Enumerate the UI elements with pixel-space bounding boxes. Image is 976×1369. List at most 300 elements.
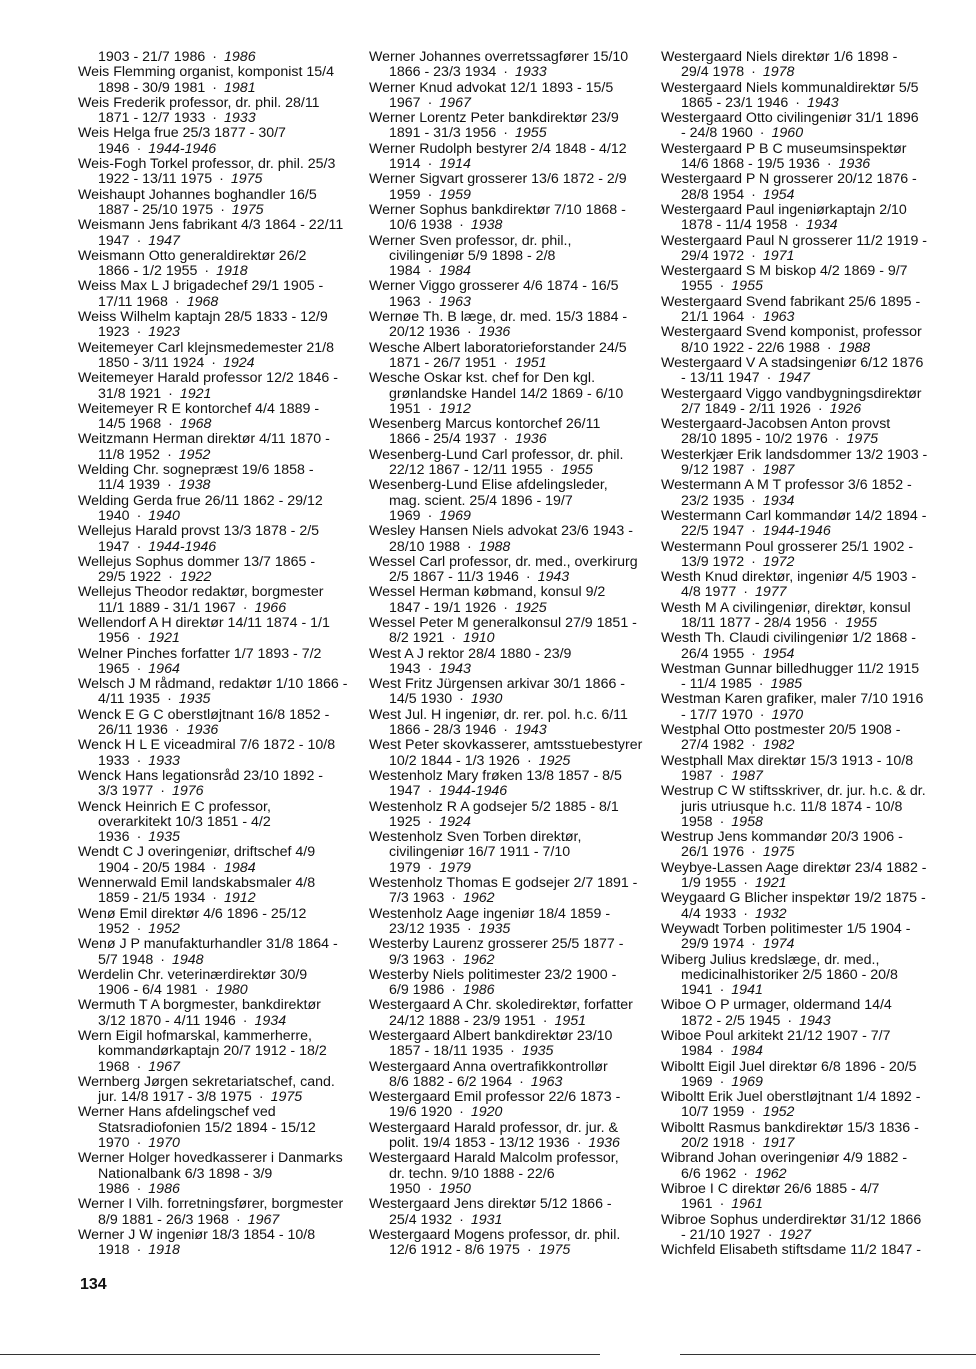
entry-dates: 1866 - 23/3 1934 <box>389 64 497 81</box>
register-entry <box>78 463 370 494</box>
entry-dates: 1959 <box>389 186 421 203</box>
entry-heading: Weitemeyer R E kontorchef 4/4 1889 - <box>78 400 320 417</box>
entry-dates-line <box>78 142 370 157</box>
separator-dot: · <box>204 263 210 280</box>
entry-dates: 1866 - 1/2 1955 <box>98 263 198 280</box>
separator-dot: · <box>160 783 165 800</box>
entry-year-tag: 1917 <box>762 1135 795 1152</box>
register-entry <box>661 1213 961 1244</box>
register-entry <box>78 96 370 127</box>
entry-year-tag: 1985 <box>770 676 803 693</box>
entry-year-tag: 1975 <box>230 171 263 188</box>
entry-year-tag: 1963 <box>439 293 471 310</box>
entry-year-tag: 1933 <box>224 110 256 127</box>
register-entry <box>369 769 661 800</box>
entry-dates-line <box>78 448 370 463</box>
entry-year-tag: 1969 <box>439 507 471 524</box>
separator-dot: · <box>136 324 142 341</box>
entry-dates-line <box>78 509 370 524</box>
entry-year-tag: 1918 <box>148 1242 180 1259</box>
separator-dot: · <box>168 385 173 402</box>
entry-year-tag: 1936 <box>186 722 219 739</box>
entry-dates-line <box>78 662 370 677</box>
entry-dates: 19/6 1920 <box>389 1104 453 1121</box>
separator-dot: · <box>427 400 433 417</box>
entry-dates-line <box>369 264 661 279</box>
entry-dates: 1984 <box>389 263 421 280</box>
entry-dates: 1914 <box>389 156 421 173</box>
entry-dates-line <box>661 1105 961 1120</box>
entry-heading: Weitemeyer Carl klejnsmedemester 21/8 <box>78 339 334 356</box>
entry-dates: 14/5 1930 <box>389 691 453 708</box>
entry-dates-line <box>78 356 370 371</box>
entry-heading: Westrup C W stiftsskriver, dr. jur. h.c. & dr. <box>661 783 926 800</box>
entry-dates: 1950 <box>389 1180 421 1197</box>
page-number: 134 <box>80 1276 107 1293</box>
entry-dates-line <box>661 432 961 447</box>
entry-year-tag: 1936 <box>478 324 511 341</box>
separator-dot: · <box>427 263 433 280</box>
entry-dates-line <box>78 540 370 555</box>
entry-year-tag: 1921 <box>179 385 212 402</box>
entry-heading: West Jul. H ingeniør, dr. rer. pol. h.c. 6/11 <box>369 706 628 723</box>
entry-dates-line <box>78 570 370 585</box>
register-entry <box>661 570 961 601</box>
entry-dates: 1904 - 20/5 1984 <box>98 859 206 876</box>
entry-year-tag: 1943 <box>515 722 547 739</box>
separator-dot: · <box>510 1043 515 1060</box>
entry-dates-line <box>661 463 961 478</box>
separator-dot: · <box>719 982 725 999</box>
entry-year-tag: 1927 <box>779 1226 811 1243</box>
entry-dates-line <box>661 677 961 692</box>
entry-heading: Westergaard Albert bankdirektør 23/10 <box>369 1028 613 1044</box>
register-entry <box>78 1075 370 1106</box>
entry-dates: 1865 - 23/1 1946 <box>681 94 789 111</box>
register-entry <box>78 647 370 678</box>
entry-dates: jur. 14/8 1917 - 3/8 1975 <box>98 1089 252 1106</box>
separator-dot: · <box>160 951 165 968</box>
register-entry <box>369 998 661 1029</box>
entry-year-tag: 1936 <box>838 156 871 173</box>
entry-dates: 8/2 1921 <box>389 630 445 647</box>
entry-dates: 1987 <box>681 767 713 784</box>
entry-year-tag: 1943 <box>807 94 839 111</box>
separator-dot: · <box>427 660 433 677</box>
entry-year-tag: 1935 <box>521 1043 554 1060</box>
register-entry <box>78 341 370 372</box>
entry-year-tag: 1944-1946 <box>148 140 217 157</box>
separator-dot: · <box>503 722 509 739</box>
entry-dates-line <box>78 81 370 96</box>
entry-dates-line <box>369 1105 661 1120</box>
register-entry <box>661 1243 961 1258</box>
register-entry <box>369 647 661 678</box>
entry-dates: 1918 <box>98 1242 130 1259</box>
entry-heading: Weismann Jens fabrikant 4/3 1864 - 22/11 <box>78 217 344 234</box>
separator-dot: · <box>467 920 472 937</box>
entry-dates: - 13/11 1947 <box>681 370 760 387</box>
register-entry <box>78 402 370 433</box>
separator-dot: · <box>451 890 456 907</box>
separator-dot: · <box>833 614 839 631</box>
register-entry <box>78 845 370 876</box>
register-entry <box>369 310 661 341</box>
entry-heading: Wesenberg-Lund Elise afdelingsleder, <box>369 477 608 494</box>
entry-year-tag: 1962 <box>462 951 495 968</box>
register-entry <box>78 616 370 647</box>
entry-dates: 26/11 1936 <box>98 722 168 739</box>
entry-dates: 1955 <box>681 278 713 295</box>
entry-dates-line <box>369 891 661 906</box>
separator-dot: · <box>427 507 433 524</box>
entry-year-tag: 1920 <box>470 1104 503 1121</box>
entry-dates: 1871 - 12/7 1933 <box>98 110 206 127</box>
entry-dates-line <box>661 65 961 80</box>
register-entry <box>369 555 661 586</box>
register-entry <box>369 1029 661 1060</box>
register-entry <box>78 708 370 739</box>
entry-year-tag: 1975 <box>231 201 264 218</box>
entry-year-tag: 1978 <box>762 64 795 81</box>
entry-heading: Werner Sophus bankdirektør 7/10 1868 - <box>369 201 626 218</box>
entry-year-tag: 1925 <box>538 752 571 769</box>
entry-dates: 10/2 1844 - 1/3 1926 <box>389 752 520 769</box>
separator-dot: · <box>751 186 756 203</box>
entry-heading: Westergaard Anna overtrafikkontrollør <box>369 1058 608 1075</box>
entry-heading: Wesche Albert laboratorieforstander 24/5 <box>369 339 627 356</box>
register-entry <box>78 432 370 463</box>
separator-dot: · <box>719 1196 725 1213</box>
entry-heading: Wiboltt Erik Juel oberstløjtnant 1/4 1892 - <box>661 1089 921 1106</box>
entry-dates: 12/6 1912 - 8/6 1975 <box>389 1242 520 1259</box>
register-entry <box>661 50 961 81</box>
entry-dates-line <box>369 188 661 203</box>
entry-year-tag: 1955 <box>515 125 547 142</box>
separator-dot: · <box>795 94 801 111</box>
entry-year-tag: 1910 <box>462 630 495 647</box>
entry-dates-line <box>369 356 661 371</box>
entry-year-tag: 1944-1946 <box>148 538 217 555</box>
entry-dates: 1859 - 21/5 1934 <box>98 890 206 907</box>
register-entry <box>661 356 961 387</box>
register-entry <box>661 1060 961 1091</box>
register-entry <box>369 524 661 555</box>
separator-dot: · <box>459 1211 464 1228</box>
separator-dot: · <box>549 462 555 479</box>
separator-dot: · <box>168 416 173 433</box>
entry-dates-line <box>661 815 961 830</box>
entry-heading: Wenø J P manufakturhandler 31/8 1864 - <box>78 936 338 953</box>
entry-heading: Westerby Niels politimester 23/2 1900 - <box>369 966 617 983</box>
entry-year-tag: 1984 <box>439 263 471 280</box>
entry-continuation: juris utriusque h.c. 11/8 1874 - 10/8 <box>681 798 903 815</box>
register-entry <box>78 1197 370 1228</box>
entry-dates: 31/8 1921 <box>98 385 162 402</box>
entry-dates-line <box>78 1060 370 1075</box>
register-entry <box>661 922 961 953</box>
entry-dates: 1986 <box>98 1180 130 1197</box>
entry-heading: Weis Flemming organist, komponist 15/4 <box>78 64 335 81</box>
entry-dates: 10/7 1959 <box>681 1104 745 1121</box>
entry-dates-line <box>78 203 370 218</box>
entry-dates: 1923 <box>98 324 130 341</box>
separator-dot: · <box>212 49 218 65</box>
entry-dates: 29/5 1922 <box>98 569 162 586</box>
entry-dates-line <box>661 249 961 264</box>
separator-dot: · <box>834 431 840 448</box>
entry-heading: Westergaard P B C museumsinspektør <box>661 140 907 157</box>
entry-dates-line <box>369 692 661 707</box>
bottom-rule-left <box>0 1354 600 1355</box>
register-entry <box>78 1151 370 1197</box>
register-entry <box>369 417 661 448</box>
register-entry <box>78 800 370 846</box>
entry-dates: 11/4 1939 <box>98 477 161 494</box>
entry-heading: Werner Knud advokat 12/1 1893 - 15/5 <box>369 79 614 96</box>
separator-dot: · <box>427 94 433 111</box>
entry-heading: Wenck E G C oberstløjtnant 16/8 1852 - <box>78 706 330 723</box>
entry-dates-line <box>78 325 370 340</box>
entry-heading: Wellejus Harald provst 13/3 1878 - 2/5 <box>78 523 320 540</box>
entry-heading: Wessel Herman købmand, konsul 9/2 <box>369 584 606 601</box>
entry-year-tag: 1935 <box>148 829 180 846</box>
entry-dates-line <box>369 463 661 478</box>
entry-heading: Weygaard G Blicher inspektør 19/2 1875 - <box>661 890 926 907</box>
entries-column-left <box>78 50 370 1258</box>
register-entry <box>661 540 961 571</box>
entry-year-tag: 1934 <box>805 217 838 234</box>
register-entry <box>661 172 961 203</box>
entry-dates-line <box>369 662 661 677</box>
register-entry <box>369 234 661 280</box>
entry-dates: 1947 <box>98 232 130 249</box>
entry-dates-line <box>78 264 370 279</box>
separator-dot: · <box>759 125 765 142</box>
register-entry <box>78 494 370 525</box>
entry-dates: 24/12 1888 - 23/9 1951 <box>389 1012 536 1029</box>
register-entry <box>369 1151 661 1197</box>
entry-dates: 1946 <box>98 140 130 157</box>
register-entry <box>661 861 961 892</box>
entry-dates-line <box>78 953 370 968</box>
separator-dot: · <box>174 293 180 310</box>
separator-dot: · <box>242 1012 248 1029</box>
entry-heading: Westh M A civilingeniør, direktør, konsul <box>661 599 911 616</box>
entry-year-tag: 1975 <box>762 844 795 861</box>
register-entry <box>78 968 370 999</box>
register-entry <box>661 692 961 723</box>
separator-dot: · <box>136 1135 142 1152</box>
entry-heading: Weis Frederik professor, dr. phil. 28/11 <box>78 94 320 111</box>
register-entry <box>78 50 370 65</box>
entry-heading: West A J rektor 28/4 1880 - 23/9 <box>369 645 572 662</box>
separator-dot: · <box>751 492 756 509</box>
entry-heading: Wesenberg Marcus kontorchef 26/11 <box>369 416 601 433</box>
separator-dot: · <box>136 1180 142 1197</box>
entry-year-tag: 1933 <box>148 752 180 769</box>
entry-year-tag: 1912 <box>224 890 256 907</box>
separator-dot: · <box>751 523 756 540</box>
entry-heading: Weismann Otto generaldirektør 26/2 <box>78 247 307 264</box>
entry-dates: 8/9 1881 - 26/3 1968 <box>98 1211 229 1228</box>
entry-year-tag: 1987 <box>731 767 763 784</box>
entry-year-tag: 1951 <box>515 354 547 371</box>
entry-dates-line <box>661 1197 961 1212</box>
entry-year-tag: 1964 <box>148 660 180 677</box>
separator-dot: · <box>751 1135 756 1152</box>
separator-dot: · <box>451 982 456 999</box>
register-entry <box>78 769 370 800</box>
entry-dates: 11/1 1889 - 31/1 1967 <box>98 599 236 616</box>
entry-year-tag: 1963 <box>762 309 795 326</box>
entry-dates: 14/5 1968 <box>98 416 162 433</box>
separator-dot: · <box>211 354 216 371</box>
register-entry <box>661 754 961 785</box>
entry-dates-line <box>78 50 370 65</box>
entry-continuation: dr. techn. 9/10 1888 - 22/6 <box>389 1165 555 1182</box>
entry-year-tag: 1935 <box>478 920 511 937</box>
separator-dot: · <box>751 1104 756 1121</box>
separator-dot: · <box>467 324 472 341</box>
entry-dates-line <box>369 402 661 417</box>
register-entry <box>369 1228 661 1259</box>
entry-heading: Werner I Vilh. forretningsfører, borgmester <box>78 1196 344 1213</box>
entry-dates: 1857 - 18/11 1935 <box>389 1043 504 1060</box>
entry-dates-line <box>369 631 661 646</box>
register-entry <box>78 937 370 968</box>
entry-year-tag: 1955 <box>731 278 763 295</box>
entry-heading: Wermuth T A borgmester, bankdirektør <box>78 997 321 1014</box>
entry-dates: 1936 <box>98 829 130 846</box>
entry-dates: 1969 <box>681 1073 713 1090</box>
entry-year-tag: 1967 <box>247 1211 280 1228</box>
entry-dates-line <box>369 1014 661 1029</box>
register-entry <box>78 218 370 249</box>
register-entry <box>369 616 661 647</box>
entry-dates-line <box>78 1136 370 1151</box>
register-entry <box>661 723 961 754</box>
separator-dot: · <box>136 538 142 555</box>
entry-dates-line <box>78 478 370 493</box>
register-entry <box>661 264 961 295</box>
register-entry <box>661 417 961 448</box>
separator-dot: · <box>542 1012 548 1029</box>
register-entry <box>661 203 961 234</box>
entry-continuation: Statsradiofonien 15/2 1894 - 15/12 <box>98 1119 316 1136</box>
entry-dates-line <box>369 1213 661 1228</box>
register-entry <box>369 50 661 81</box>
entry-year-tag: 1966 <box>254 599 287 616</box>
entry-dates-line <box>369 922 661 937</box>
register-entry <box>369 708 661 739</box>
entry-year-tag: 1924 <box>439 813 471 830</box>
entry-continuation: civilingeniør 5/9 1898 - 2/8 <box>389 247 556 264</box>
entry-year-tag: 1954 <box>762 186 795 203</box>
bottom-rule-right <box>680 1354 976 1355</box>
separator-dot: · <box>503 125 509 142</box>
register-entry <box>78 371 370 402</box>
register-entry <box>661 631 961 662</box>
entry-dates: 6/9 1986 <box>389 982 445 999</box>
separator-dot: · <box>258 1089 264 1106</box>
entry-year-tag: 1979 <box>439 859 471 876</box>
entry-dates-line <box>661 310 961 325</box>
register-entry <box>78 585 370 616</box>
register-entry <box>369 448 661 479</box>
entry-heading: Wibrand Johan overingeniør 4/9 1882 - <box>661 1150 908 1167</box>
register-entry <box>661 478 961 509</box>
entry-continuation: grønlandske Handel 14/2 1869 - 6/10 <box>389 385 624 402</box>
entry-dates: 1967 <box>389 94 421 111</box>
entry-heading: Westergaard Otto civilingeniør 31/1 1896 <box>661 110 919 127</box>
entry-dates-line <box>78 1243 370 1258</box>
entry-heading: Westphall Max direktør 15/3 1913 - 10/8 <box>661 752 914 769</box>
entry-dates-line <box>78 295 370 310</box>
entry-heading: Weywadt Torben politimester 1/5 1904 - <box>661 920 911 937</box>
register-entry <box>369 279 661 310</box>
entry-heading: Westergaard Paul ingeniørkaptajn 2/10 <box>661 201 907 218</box>
entry-dates: 1866 - 25/4 1937 <box>389 431 497 448</box>
register-entry <box>78 65 370 96</box>
entry-year-tag: 1948 <box>171 951 204 968</box>
entry-dates: 4/11 1935 <box>98 691 161 708</box>
entry-dates-line <box>369 96 661 111</box>
entry-year-tag: 1925 <box>515 599 547 616</box>
entry-dates: 9/12 1987 <box>681 462 745 479</box>
entry-year-tag: 1984 <box>731 1043 763 1060</box>
separator-dot: · <box>503 431 509 448</box>
separator-dot: · <box>219 171 224 188</box>
entry-dates-line <box>661 738 961 753</box>
entry-dates: 20/12 1936 <box>389 324 461 341</box>
separator-dot: · <box>719 767 725 784</box>
entry-heading: Westh Th. Claudi civilingeniør 1/2 1868 - <box>661 630 916 647</box>
entry-year-tag: 1935 <box>178 691 211 708</box>
entry-dates-line <box>369 983 661 998</box>
entry-dates: 2/5 1867 - 11/3 1946 <box>389 569 519 586</box>
entry-dates: 18/11 1877 - 28/4 1956 <box>681 614 827 631</box>
separator-dot: · <box>759 706 765 723</box>
entry-dates: 1891 - 31/3 1956 <box>389 125 497 142</box>
register-entry <box>78 524 370 555</box>
entry-dates: 11/8 1952 <box>98 446 161 463</box>
entry-heading: Weybye-Lassen Aage direktør 23/4 1882 - <box>661 859 927 876</box>
entry-dates: 1850 - 3/11 1924 <box>98 354 205 371</box>
entry-heading: Westenholz Mary frøken 13/8 1857 - 8/5 <box>369 767 622 784</box>
entry-dates-line <box>369 1243 661 1258</box>
separator-dot: · <box>136 752 142 769</box>
separator-dot: · <box>751 645 756 662</box>
entry-dates-line <box>661 708 961 723</box>
entry-year-tag: 1969 <box>731 1073 763 1090</box>
entry-year-tag: 1977 <box>754 584 787 601</box>
entry-dates-line <box>78 1182 370 1197</box>
entry-heading: Werner Johannes overretssagfører 15/10 <box>369 49 629 65</box>
entry-dates: 28/8 1954 <box>681 186 745 203</box>
register-entry <box>369 1090 661 1121</box>
entry-heading: Wesley Hansen Niels advokat 23/6 1943 - <box>369 523 633 540</box>
entry-dates-line <box>661 402 961 417</box>
entry-dates-line <box>369 509 661 524</box>
separator-dot: · <box>719 1043 725 1060</box>
entry-dates-line <box>661 1136 961 1151</box>
entry-dates-line <box>661 983 961 998</box>
separator-dot: · <box>503 599 509 616</box>
register-entry <box>661 953 961 999</box>
register-entry <box>661 891 961 922</box>
register-entry <box>369 677 661 708</box>
